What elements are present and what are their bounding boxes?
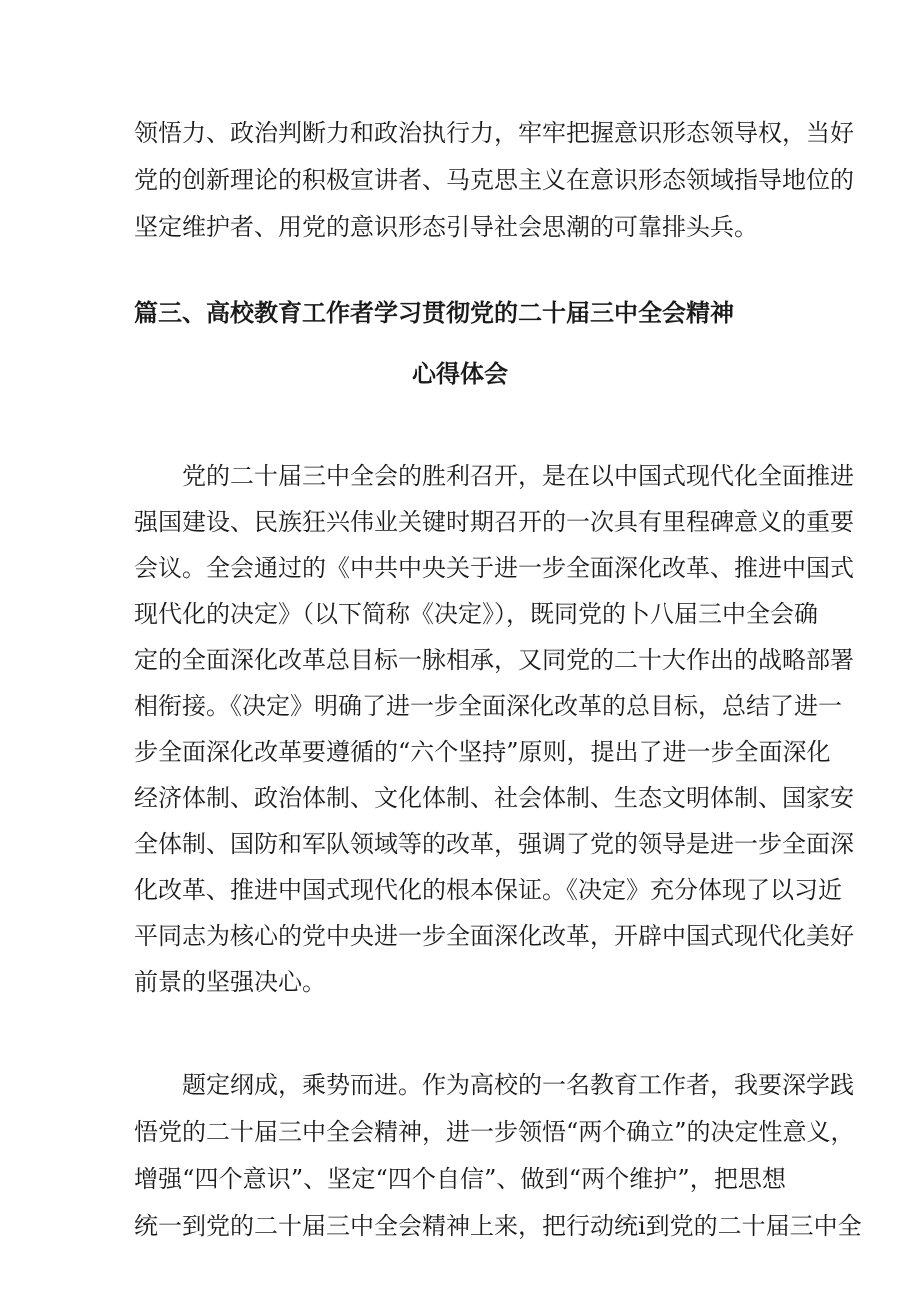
text-line: 强国建设、民族狂兴伟业关键时期召开的一次具有里程碑意义的重要	[134, 508, 854, 536]
text-line: 相衔接。《决定》明确了进一步全面深化改革的总目标，总结了进一	[134, 692, 842, 720]
text-line: 悟党的二十届三中全会精神，进一步领悟“两个确立”的决定性意义，	[134, 1118, 855, 1146]
text-line: 党的创新理论的积极宣讲者、马克思主义在意识形态领域指导地位的	[134, 166, 854, 194]
text-line: 步全面深化改革要遵循的“六个坚持”原则，提出了进一步全面深化	[134, 738, 831, 766]
text-line: 统一到党的二十届三中全会精神上来，把行动统i到党的二十届三中全	[134, 1212, 862, 1240]
section-subtitle: 心得体会	[412, 360, 508, 388]
text-line: 领悟力、政治判断力和政治执行力，牢牢把握意识形态领导权，当好	[134, 119, 854, 147]
text-line: 题定纲成，乘势而进。作为高校的一名教育工作者，我要深学践	[182, 1071, 854, 1099]
text-line: 定的全面深化改革总目标一脉相承，又同党的二十大作出的战略部署	[134, 646, 854, 674]
text-line: 坚定维护者、用党的意识形态引导社会思潮的可靠排头兵。	[134, 213, 758, 241]
text-line: 全体制、国防和军队领域等的改革，强调了党的领导是进一步全面深	[134, 830, 854, 858]
text-line: 平同志为核心的党中央进一步全面深化改革，开辟中国式现代化美好	[134, 922, 854, 950]
text-line: 前景的坚强决心。	[134, 968, 326, 996]
text-line: 现代化的决定》（以下简称《决定》），既同党的卜八届三中全会确	[134, 600, 818, 628]
text-line: 化改革、推进中国式现代化的根本保证。《决定》充分体现了以习近	[134, 876, 842, 904]
text-line: 经济体制、政治体制、文化体制、社会体制、生态文明体制、国家安	[134, 784, 854, 812]
text-line: 会议。全会通过的《中共中央关于进一步全面深化改革、推进中国式	[134, 554, 854, 582]
text-line: 党的二十届三中全会的胜利召开，是在以中国式现代化全面推进	[182, 462, 854, 490]
text-line: 增强“四个意识”、坚定“四个自信”、做到“两个维护”，把思想	[134, 1165, 786, 1193]
section-title: 篇三、高校教育工作者学习贯彻党的二十届三中全会精神	[134, 299, 734, 327]
